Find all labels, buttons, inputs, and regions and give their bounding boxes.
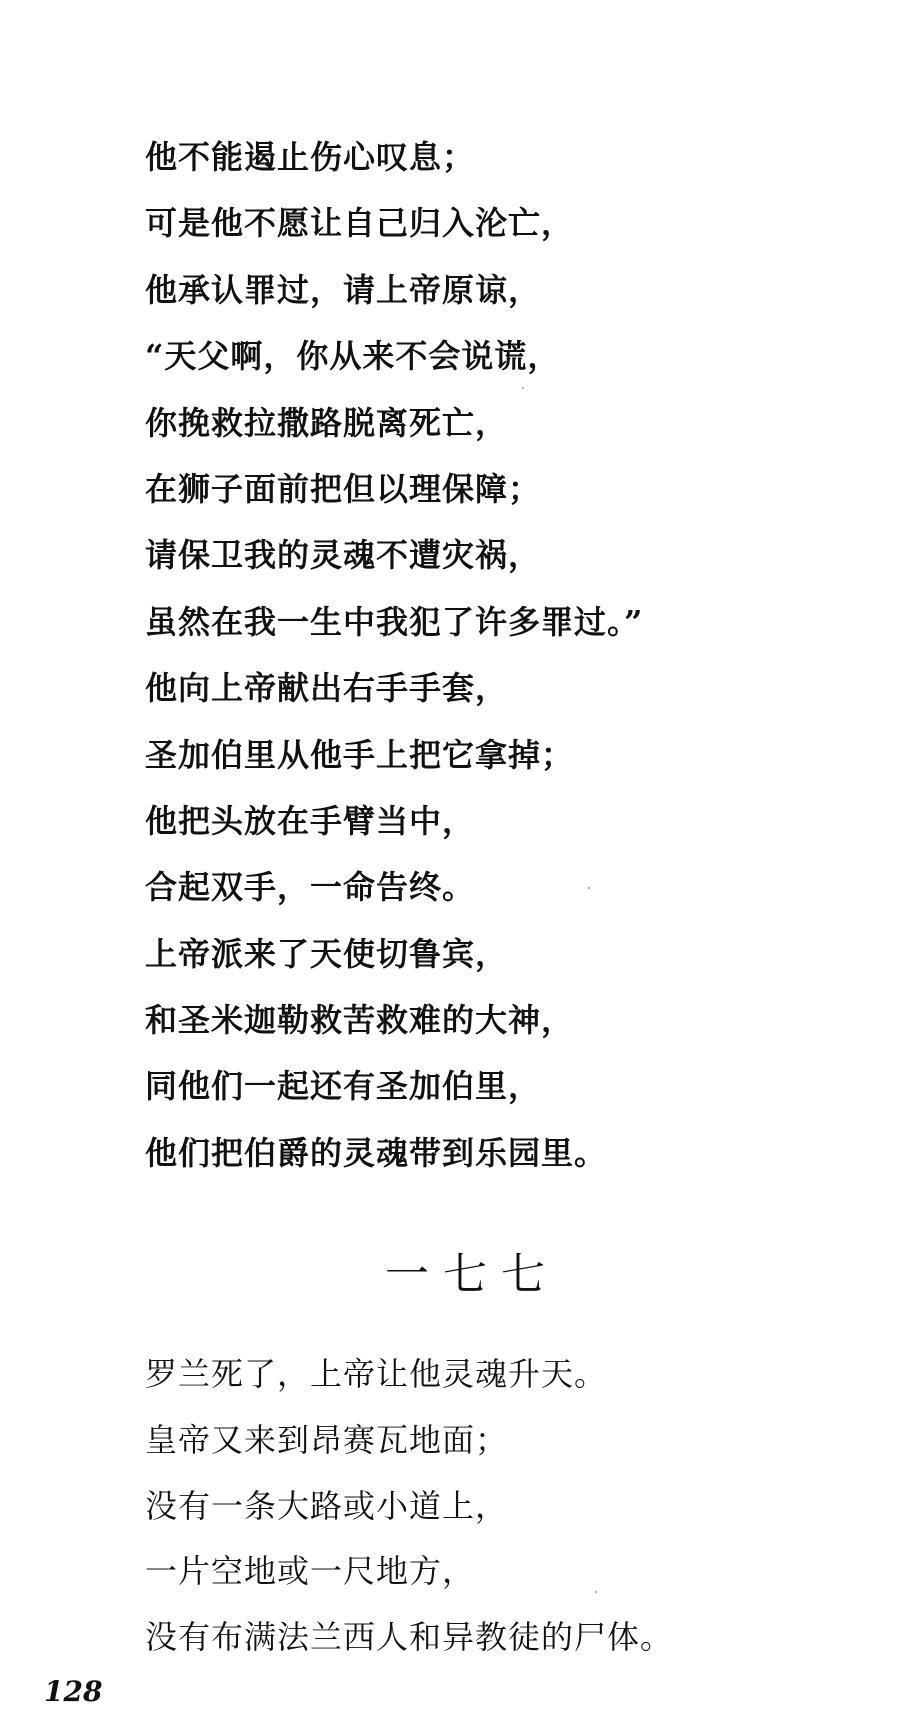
poem-line: 他向上帝献出右手手套， bbox=[145, 669, 509, 708]
poem-line: 合起双手，一命告终。 bbox=[145, 868, 476, 907]
stanza-176-end bbox=[145, 124, 643, 1186]
poem-line: 他承认罪过，请上帝原谅， bbox=[145, 270, 542, 309]
scan-speck bbox=[522, 387, 524, 389]
poem-line: 皇帝又来到昂赛瓦地面； bbox=[145, 1420, 509, 1459]
scan-speck bbox=[595, 1591, 597, 1593]
poem-line: 虽然在我一生中我犯了许多罪过。” bbox=[145, 602, 644, 641]
poem-line: 罗兰死了，上帝让他灵魂升天。 bbox=[145, 1355, 608, 1393]
poem-line: 你挽救拉撒路脱离死亡， bbox=[145, 403, 509, 442]
poem-line: 上帝派来了天使切鲁宾， bbox=[145, 934, 509, 973]
stanza-177 bbox=[145, 1342, 673, 1671]
poem-line: 他们把伯爵的灵魂带到乐园里。 bbox=[145, 1133, 608, 1172]
page-number: 128 bbox=[44, 1675, 103, 1708]
poem-line: 一片空地或一尺地方， bbox=[145, 1552, 476, 1591]
poem-line: 他不能遏止伤心叹息； bbox=[145, 138, 476, 176]
poem-line: 在狮子面前把但以理保障； bbox=[145, 469, 542, 508]
poem-line: 可是他不愿让自己归入沦亡， bbox=[145, 204, 575, 243]
poem-line: 没有布满法兰西人和异教徒的尸体。 bbox=[145, 1618, 674, 1657]
section-number-heading: 一七七 bbox=[385, 1249, 559, 1300]
poem-line: 请保卫我的灵魂不遭灾祸， bbox=[145, 536, 542, 575]
poem-line: 没有一条大路或小道上， bbox=[145, 1486, 509, 1525]
poem-line: 同他们一起还有圣加伯里， bbox=[145, 1067, 542, 1106]
scan-speck bbox=[588, 887, 590, 889]
poem-line: “天父啊，你从来不会说谎， bbox=[145, 337, 561, 376]
poem-line: 和圣米迦勒救苦救难的大神， bbox=[145, 1001, 575, 1040]
poem-line: 他把头放在手臂当中， bbox=[145, 801, 476, 840]
poem-line: 圣加伯里从他手上把它拿掉； bbox=[145, 735, 575, 774]
